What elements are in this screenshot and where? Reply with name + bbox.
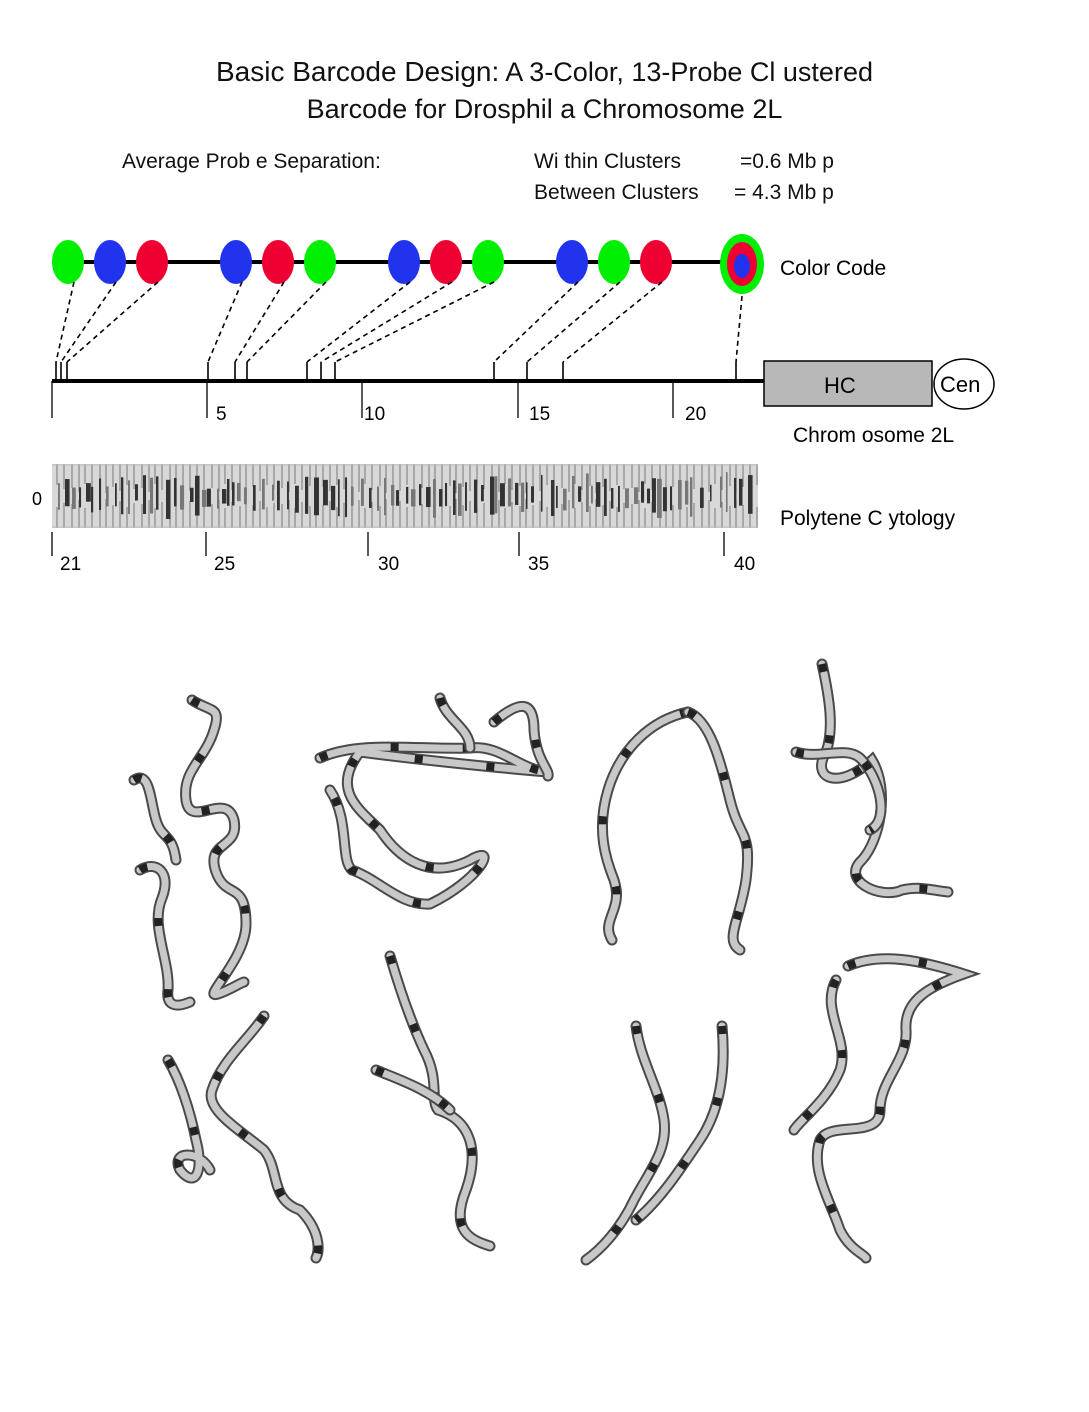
- polytene-band: [657, 479, 662, 518]
- polytene-band: [720, 477, 722, 508]
- polytene-band: [91, 487, 93, 513]
- polytene-band: [531, 486, 534, 502]
- polytene-band: [647, 489, 650, 504]
- polytene-band: [244, 487, 247, 504]
- probe-green: [52, 240, 84, 284]
- polytene-band: [406, 487, 408, 504]
- polytene-band: [563, 489, 567, 511]
- polytene-band: [465, 482, 467, 510]
- polytene-band: [86, 483, 91, 502]
- polytene-band: [106, 486, 109, 506]
- polytene-band: [458, 483, 462, 515]
- polytene-band: [121, 477, 123, 514]
- chromosome-name: Chrom osome 2L: [793, 424, 955, 447]
- polytene-band: [411, 489, 415, 506]
- polytene-band: [384, 478, 386, 515]
- polytene-band: [596, 482, 600, 507]
- polytene-ticks: [52, 532, 724, 556]
- polytene-band: [748, 475, 753, 514]
- polytene-band: [222, 489, 226, 504]
- polytene-band: [72, 488, 76, 509]
- probe-connector: [56, 282, 74, 362]
- probe-green: [598, 240, 630, 284]
- polytene-band: [217, 489, 219, 509]
- polytene-band: [710, 485, 712, 501]
- between-clusters-label: Between Clusters: [534, 181, 699, 204]
- probe-red: [430, 240, 462, 284]
- axis-tick-label: 5: [216, 404, 227, 425]
- chromosome-conformations: [134, 664, 964, 1260]
- chromosome-tube-outline: [586, 1026, 665, 1260]
- polytene-band: [541, 475, 543, 512]
- chromosome-tube: [636, 1026, 723, 1220]
- polytene-band: [314, 477, 319, 515]
- polytene-band: [287, 482, 289, 510]
- polytene-band: [670, 486, 672, 510]
- polytene-band: [128, 480, 130, 514]
- polytene-band: [166, 480, 171, 519]
- polytene-band: [150, 478, 153, 514]
- polytene-band: [391, 485, 394, 506]
- polytene-band: [295, 486, 299, 513]
- title-rest: A 3-Color, 13-Probe Cl ustered: [505, 57, 873, 87]
- polytene-band: [490, 477, 495, 515]
- polytene-band: [690, 477, 692, 516]
- polytene-band: [369, 488, 372, 508]
- polytene-band: [685, 481, 688, 505]
- polytene-band: [237, 483, 241, 501]
- probe-connector: [235, 282, 284, 362]
- polytene-band: [361, 479, 364, 506]
- separation-label: Average Prob e Separation:: [122, 150, 381, 173]
- probe-connector: [494, 282, 578, 362]
- polytene-band: [99, 479, 101, 510]
- polytene-band: [207, 489, 211, 507]
- probe-connector: [563, 282, 662, 362]
- probe-row: [52, 234, 764, 294]
- probe-green: [304, 240, 336, 284]
- polytene-band: [578, 486, 581, 501]
- polytene-tick-label: 30: [378, 554, 400, 575]
- polytene-label: Polytene C ytology: [780, 507, 956, 530]
- polytene-band: [572, 476, 574, 508]
- probe-connector: [307, 282, 410, 362]
- polytene-band: [495, 476, 497, 513]
- polytene-band: [591, 486, 593, 504]
- polytene-band: [143, 475, 146, 514]
- axis-tick-label: 20: [685, 404, 707, 425]
- polytene-band: [551, 480, 554, 516]
- polytene-tick-label: 40: [734, 554, 756, 575]
- probe-blue: [220, 240, 252, 284]
- polytene-band: [604, 479, 607, 516]
- probe-connector: [321, 282, 452, 362]
- polytene-band: [79, 487, 81, 507]
- polytene-band: [135, 484, 138, 500]
- polytene-band: [277, 481, 280, 511]
- polytene-band: [625, 488, 629, 508]
- polytene-band: [445, 483, 447, 506]
- polytene-band: [739, 479, 742, 506]
- probe-red: [136, 240, 168, 284]
- polytene-band: [652, 478, 656, 512]
- axis-tick-label: 15: [529, 404, 551, 425]
- polytene-band: [345, 477, 347, 517]
- polytene-band: [202, 490, 207, 507]
- polytene-band: [58, 483, 60, 510]
- polytene-band: [323, 480, 328, 505]
- polytene-band: [115, 483, 117, 506]
- title-lead: Basic Barcode Design:: [216, 56, 500, 87]
- chromosome-tube-outline: [211, 1016, 318, 1258]
- polytene-tick-label: 21: [60, 554, 82, 575]
- chromosome-tube-outline: [817, 959, 964, 1258]
- polytene-band: [641, 481, 644, 502]
- probe-connector: [61, 282, 116, 362]
- polytene-band: [305, 477, 308, 514]
- polytene-band: [65, 479, 70, 506]
- polytene-band: [521, 483, 524, 512]
- polytene-band: [426, 487, 431, 507]
- polytene-band: [634, 487, 638, 504]
- hc-label: HC: [824, 373, 856, 398]
- probe-green: [472, 240, 504, 284]
- polytene-band: [663, 487, 667, 511]
- cen-label: Cen: [940, 372, 981, 397]
- polytene-band: [331, 486, 335, 510]
- probe-blue: [388, 240, 420, 284]
- polytene-zero-label: 0: [32, 489, 43, 509]
- polytene-band: [419, 484, 421, 505]
- probe-connector: [208, 282, 242, 362]
- polytene-band: [433, 479, 436, 518]
- polytene-band: [618, 486, 620, 512]
- polytene-band: [439, 489, 443, 506]
- polytene-band: [453, 480, 455, 515]
- polytene-band: [227, 479, 229, 506]
- probe-blue: [556, 240, 588, 284]
- polytene-band: [253, 485, 256, 511]
- polytene-band: [481, 485, 484, 501]
- polytene-band: [180, 485, 184, 509]
- chromosome-tube: [211, 1016, 318, 1258]
- diagram-title-line2: Barcode for Drosphil a Chromosome 2L: [306, 94, 783, 124]
- polytene-tick-label: 35: [528, 554, 550, 575]
- chromosome-ticks: [52, 381, 673, 418]
- probe-blue: [94, 240, 126, 284]
- polytene-band: [156, 476, 158, 509]
- polytene-band: [232, 482, 235, 505]
- probe-connector: [67, 282, 158, 362]
- polytene-band: [500, 483, 505, 506]
- polytene-band: [700, 488, 704, 508]
- polytene-band: [195, 476, 200, 516]
- polytene-band: [474, 480, 477, 513]
- polytene-band: [262, 479, 265, 510]
- polytene-band: [272, 484, 274, 500]
- polytene-band: [377, 487, 379, 511]
- polytene-band: [586, 473, 589, 512]
- within-clusters-label: Wi thin Clusters: [534, 150, 682, 173]
- polytene-band: [508, 478, 511, 506]
- polytene-band: [515, 483, 518, 505]
- chromosome-tube-bands: [211, 1016, 318, 1258]
- polytene-band: [526, 482, 528, 509]
- polytene-band: [556, 486, 558, 508]
- axis-tick-label: 10: [364, 404, 386, 425]
- polytene-band: [190, 488, 194, 502]
- polytene-band: [396, 490, 399, 506]
- probe-red: [262, 240, 294, 284]
- polytene-band: [678, 480, 682, 509]
- between-clusters-value: = 4.3 Mb p: [734, 181, 834, 204]
- polytene-band: [734, 478, 736, 508]
- probe-connectors: [56, 282, 742, 381]
- polytene-band: [611, 488, 613, 509]
- chromosome-tube: [440, 698, 470, 748]
- probe-red: [640, 240, 672, 284]
- polytene-band: [726, 472, 728, 512]
- polytene-band: [351, 487, 354, 506]
- polytene-tick-label: 25: [214, 554, 236, 575]
- probe-connector: [527, 282, 620, 362]
- probe-blue: [734, 254, 750, 278]
- probe-connector: [736, 296, 742, 362]
- within-clusters-value: =0.6 Mb p: [740, 150, 834, 173]
- chromosome-tube: [602, 712, 688, 940]
- polytene-band: [174, 478, 177, 506]
- polytene-band: [338, 479, 340, 516]
- chromosome-tube-bands: [796, 752, 881, 830]
- color-code-label: Color Code: [780, 257, 887, 280]
- chromosome-tube: [134, 778, 176, 860]
